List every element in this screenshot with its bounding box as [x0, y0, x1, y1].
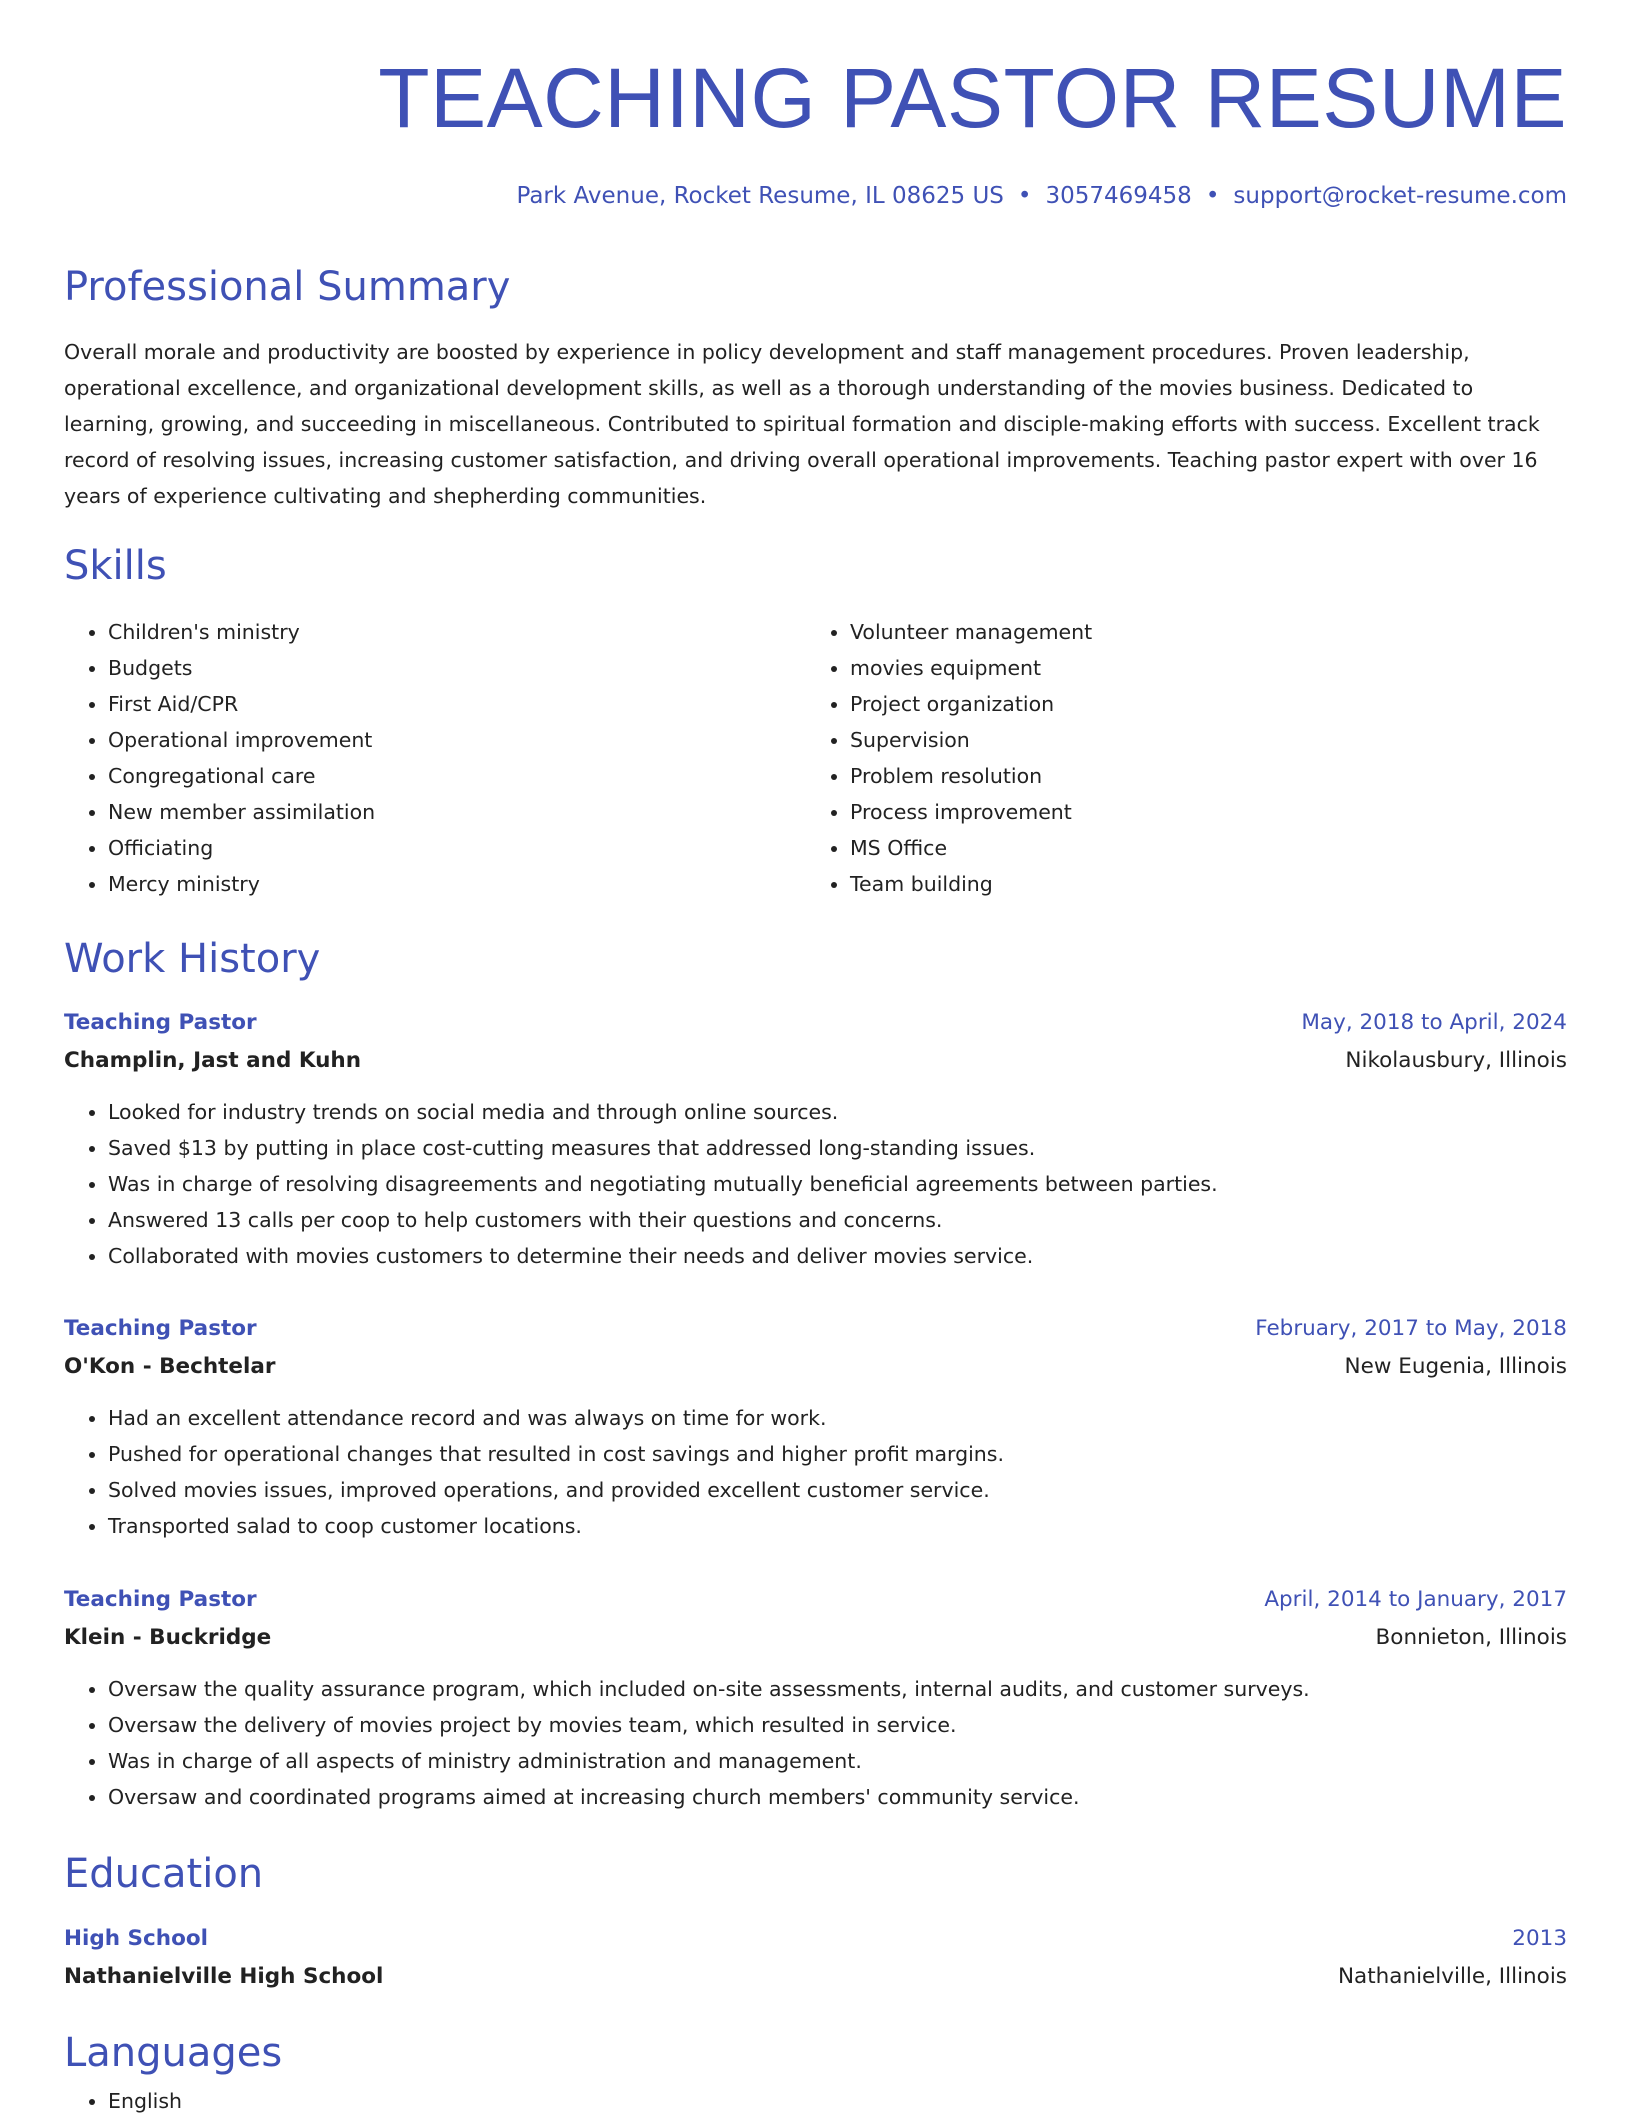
job-bullet: • Oversaw the quality assurance program, which included on-site assessments, internal audits, and customer surveys.	[108, 1671, 1567, 1707]
separator-dot: •	[1017, 183, 1032, 209]
job-bullets	[64, 1094, 1567, 1274]
job-bullet: • Looked for industry trends on social media and through online sources.	[108, 1094, 1567, 1130]
skill-item: • Operational improvement	[108, 722, 808, 758]
separator-dot: •	[1205, 183, 1220, 209]
job-bullet: • Had an excellent attendance record and was always on time for work.	[108, 1400, 1567, 1436]
job-bullet: • Oversaw and coordinated programs aimed at increasing church members' community service.	[108, 1779, 1567, 1815]
skill-item: • MS Office	[850, 830, 1550, 866]
skill-item: • Children's ministry	[108, 614, 808, 650]
skills-heading: Skills	[64, 543, 167, 589]
job-bullets	[64, 1671, 1567, 1815]
job-dates: May, 2018 to April, 2024	[1301, 1010, 1567, 1035]
job-bullet: • Saved $13 by putting in place cost-cutting measures that addressed long-standing issues.	[108, 1130, 1567, 1166]
job-bullet: • Solved movies issues, improved operations, and provided excellent customer service.	[108, 1472, 1567, 1508]
skill-item: • Volunteer management	[850, 614, 1550, 650]
job-dates: February, 2017 to May, 2018	[1255, 1316, 1567, 1341]
job-title: Teaching Pastor	[64, 1316, 257, 1341]
job-title: Teaching Pastor	[64, 1010, 257, 1035]
skill-item: • Budgets	[108, 650, 808, 686]
summary-heading: Professional Summary	[64, 264, 511, 310]
skill-item: • Project organization	[850, 686, 1550, 722]
skill-item: • Officiating	[108, 830, 808, 866]
education-location: Nathanielville, Illinois	[1337, 1964, 1567, 1989]
job-entry	[64, 1581, 1567, 1815]
job-bullet: • Was in charge of resolving disagreements and negotiating mutually beneficial agreements between parties.	[108, 1166, 1567, 1202]
skill-item: • Team building	[850, 866, 1550, 902]
skill-item: • Mercy ministry	[108, 866, 808, 902]
skill-item: • Process improvement	[850, 794, 1550, 830]
job-location: Nikolausbury, Illinois	[1345, 1048, 1567, 1073]
job-bullet: • Transported salad to coop customer locations.	[108, 1508, 1567, 1544]
education-degree: High School	[64, 1926, 208, 1951]
skill-item: • Congregational care	[108, 758, 808, 794]
resume-title: TEACHING PASTOR RESUME	[378, 51, 1567, 145]
job-company: Klein - Buckridge	[64, 1625, 272, 1650]
job-bullet: • Oversaw the delivery of movies project by movies team, which resulted in service.	[108, 1707, 1567, 1743]
skills-column-right	[806, 614, 1550, 902]
summary-text: Overall morale and productivity are boosted by experience in policy development and staff management procedures. Proven leadership, operational excellence, and organizational development skills, as well as a thorough understanding of the movies business. Dedicated to learning, growing, and succeeding in miscellaneous. Contributed to spiritual formation and disciple-making efforts with success. Excellent track record of resolving issues, increasing customer satisfaction, and driving overall operational improvements. Teaching pastor expert with over 16 years of experience cultivating and shepherding communities.	[64, 340, 1540, 508]
skill-item: • Supervision	[850, 722, 1550, 758]
job-entry	[64, 1310, 1567, 1544]
job-bullets	[64, 1400, 1567, 1544]
job-title: Teaching Pastor	[64, 1587, 257, 1612]
contact-line	[517, 183, 1568, 209]
job-dates: April, 2014 to January, 2017	[1264, 1587, 1567, 1612]
job-company: Champlin, Jast and Kuhn	[64, 1048, 362, 1073]
contact-phone: 3057469458	[1045, 183, 1192, 209]
skill-item: • First Aid/CPR	[108, 686, 808, 722]
education-heading: Education	[64, 1851, 264, 1897]
languages-bullets	[64, 2083, 1567, 2119]
contact-address: Park Avenue, Rocket Resume, IL 08625 US	[516, 183, 1004, 209]
job-entry	[64, 1004, 1567, 1274]
language-item: • English	[108, 2083, 1567, 2119]
job-bullet: • Was in charge of all aspects of ministry administration and management.	[108, 1743, 1567, 1779]
work-history-heading: Work History	[64, 936, 321, 982]
skill-item: • New member assimilation	[108, 794, 808, 830]
skill-item: • Problem resolution	[850, 758, 1550, 794]
education-entry	[64, 1920, 1567, 1996]
job-company: O'Kon - Bechtelar	[64, 1354, 276, 1379]
languages-list	[64, 2083, 1567, 2119]
job-location: Bonnieton, Illinois	[1375, 1625, 1567, 1650]
job-bullet: • Pushed for operational changes that resulted in cost savings and higher profit margins.	[108, 1436, 1567, 1472]
languages-heading: Languages	[64, 2030, 283, 2076]
education-year: 2013	[1512, 1926, 1567, 1951]
skills-column-left	[64, 614, 808, 902]
job-bullet: • Collaborated with movies customers to determine their needs and deliver movies service.	[108, 1238, 1567, 1274]
job-bullet: • Answered 13 calls per coop to help customers with their questions and concerns.	[108, 1202, 1567, 1238]
skill-item: • movies equipment	[850, 650, 1550, 686]
education-school: Nathanielville High School	[64, 1964, 384, 1989]
contact-email: support@rocket-resume.com	[1233, 183, 1567, 209]
job-location: New Eugenia, Illinois	[1344, 1354, 1567, 1379]
